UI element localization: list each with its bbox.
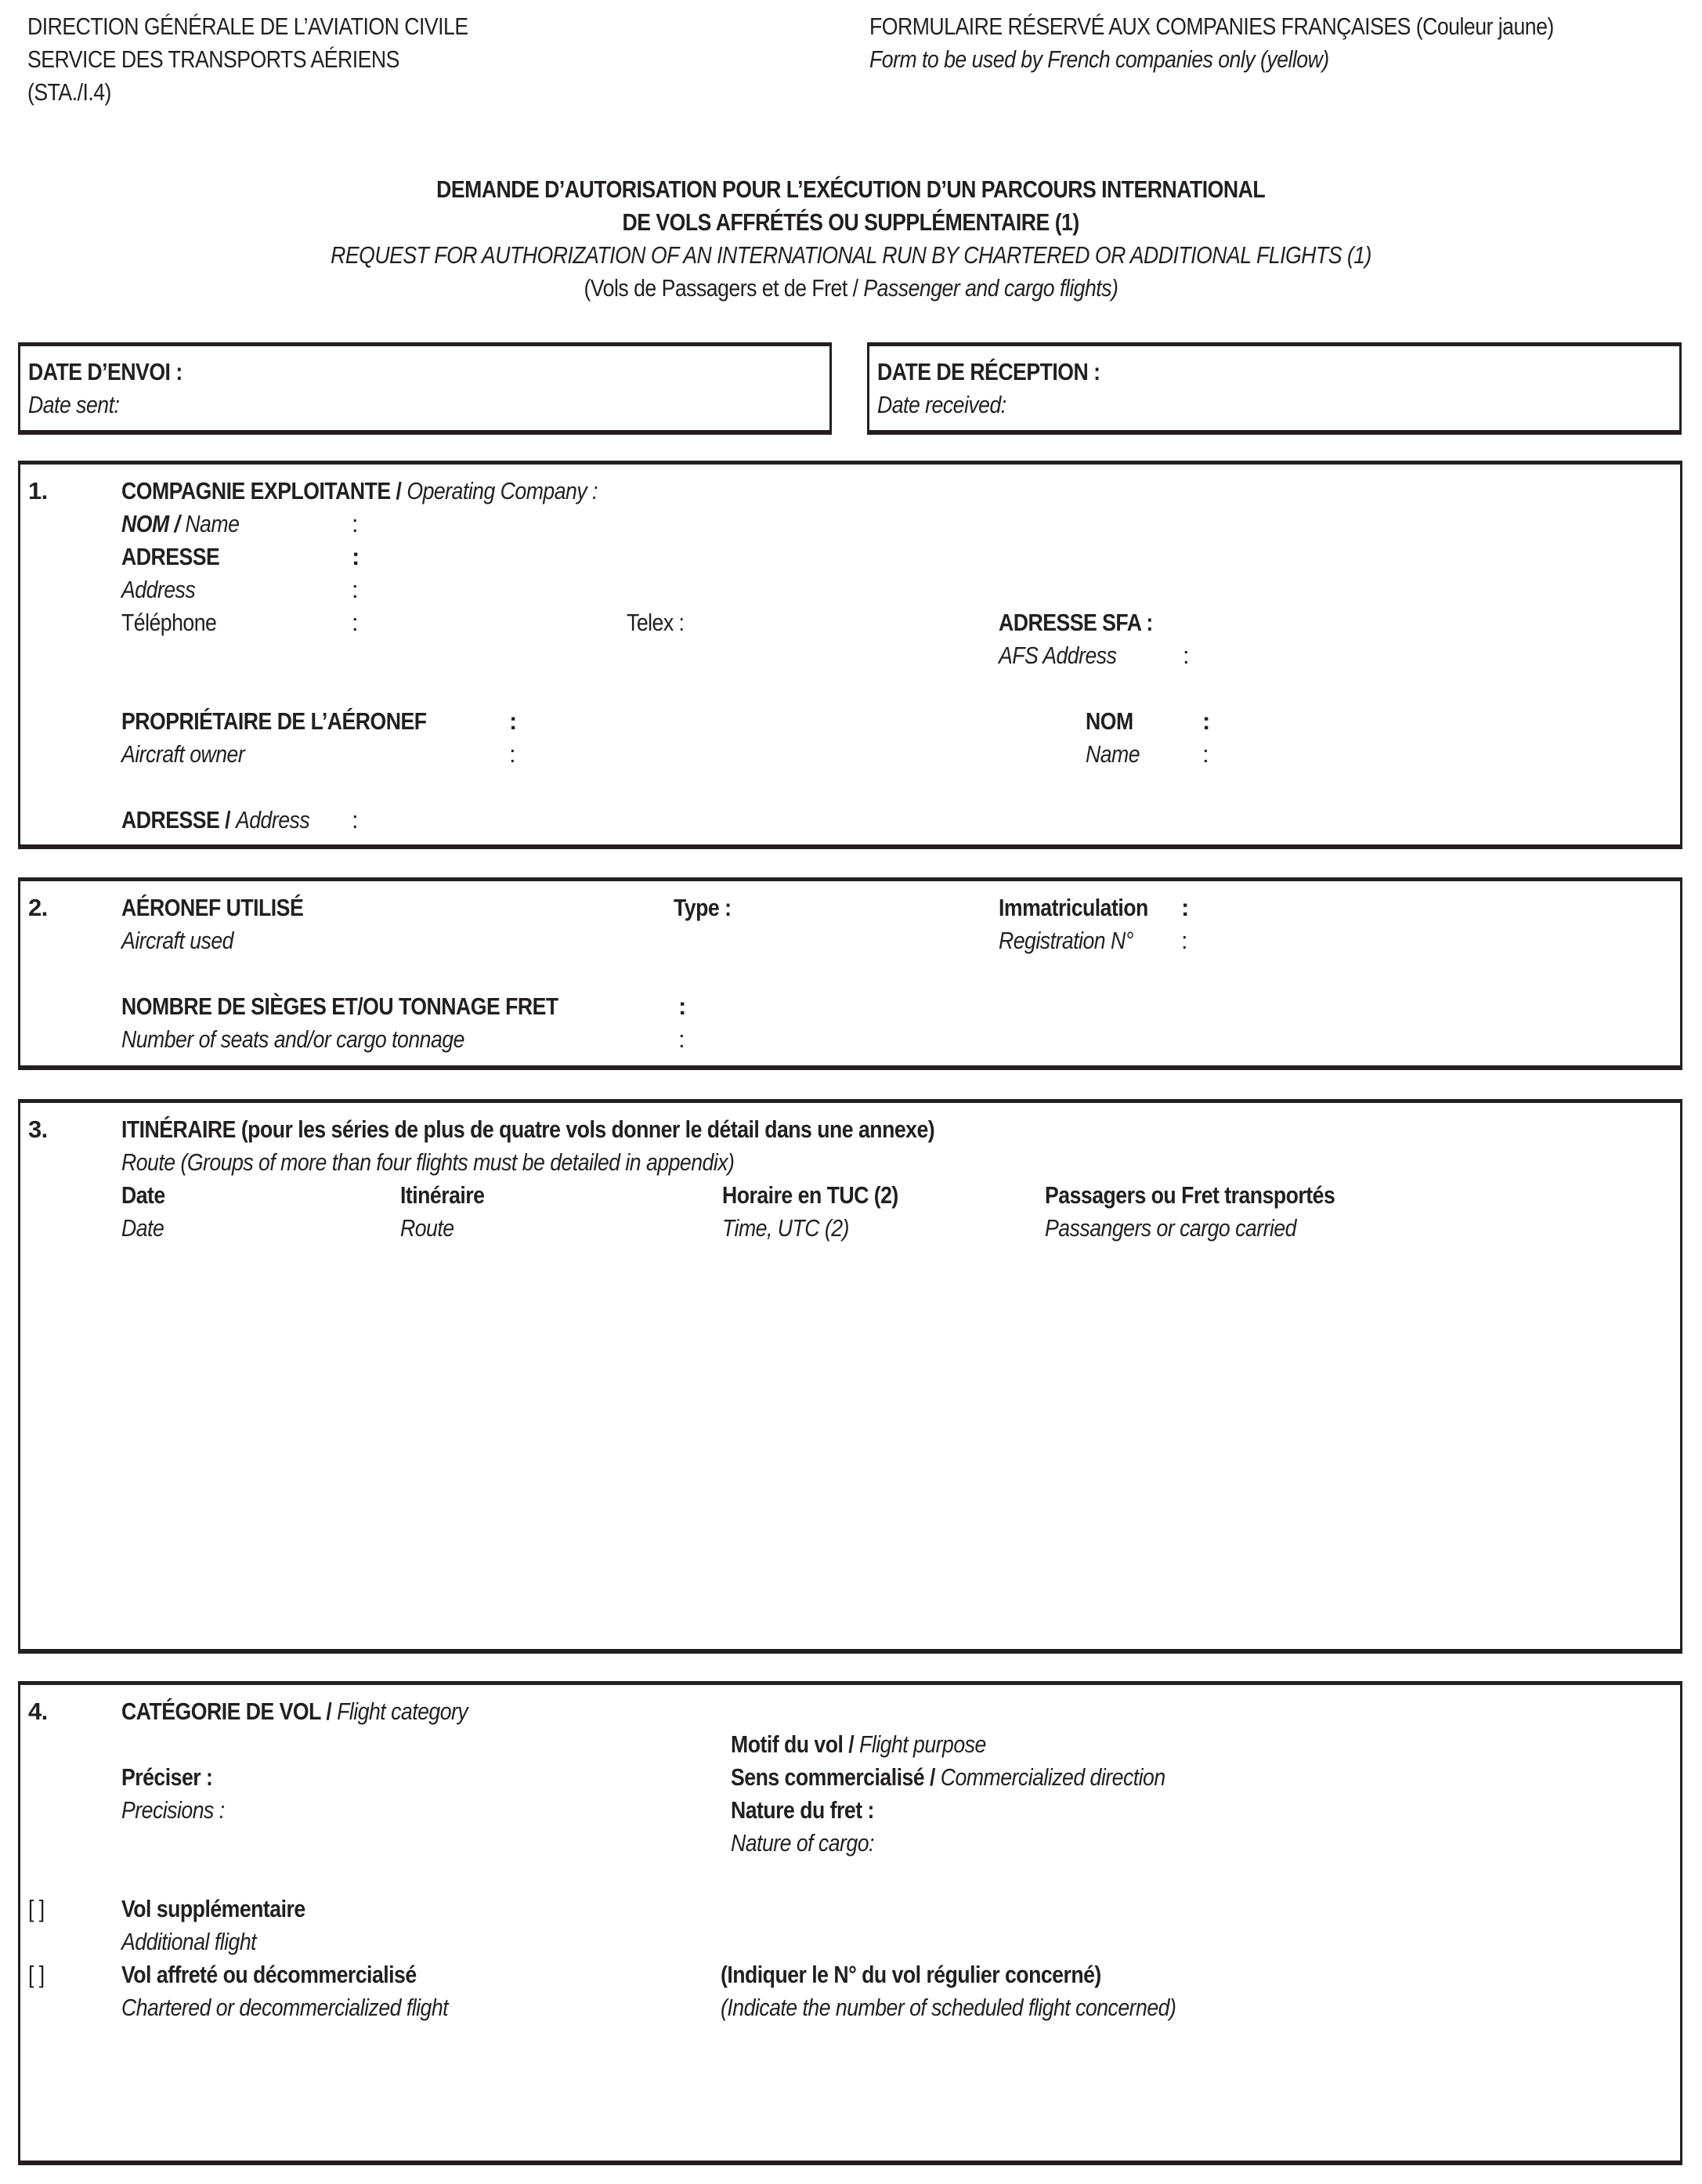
aircraft-type-field[interactable] [749, 894, 976, 922]
precisions-field[interactable] [255, 1763, 710, 1824]
flight-purpose-label: Motif du vol / Flight purpose [731, 1730, 986, 1758]
chartered-flight-label-en: Chartered or decommercialized flight [121, 1994, 449, 2021]
colon: : [1202, 707, 1210, 735]
colon: : [352, 510, 359, 537]
colon: : [678, 993, 686, 1020]
telex-label: Telex : [627, 609, 685, 636]
telephone-label: Téléphone [121, 609, 217, 636]
date-sent-box[interactable] [18, 342, 832, 435]
form-title-fr-line2: DE VOLS AFFRÉTÉS OU SUPPLÉMENTAIRE (1) [622, 208, 1080, 236]
date-received-label: DATE DE RÉCEPTION : [877, 358, 1100, 385]
section-number: 3. [28, 1116, 48, 1143]
section-number: 4. [28, 1698, 48, 1725]
form-restriction-en: Form to be used by French companies only (yellow) [869, 45, 1329, 73]
route-entries-area[interactable] [107, 1252, 1665, 1636]
column-header-passengers-en: Passangers or cargo carried [1045, 1214, 1296, 1242]
seats-tonnage-label-en: Number of seats and/or cargo tonnage [121, 1025, 464, 1053]
additional-flight-label: Vol supplémentaire [121, 1895, 305, 1922]
company-address-field[interactable] [369, 543, 1622, 604]
subtitle-en: Passenger and cargo flights) [863, 274, 1118, 302]
telex-field[interactable] [710, 609, 976, 637]
cargo-nature-label: Nature du fret : [731, 1796, 874, 1824]
route-title-en: Route (Groups of more than four flights must be detailed in appendix) [121, 1148, 735, 1176]
column-header-time: Horaire en TUC (2) [722, 1181, 898, 1209]
column-header-date-en: Date [121, 1214, 164, 1242]
colon: : [1202, 740, 1209, 768]
flight-category-title: CATÉGORIE DE VOL / Flight category [121, 1698, 468, 1725]
agency-name: DIRECTION GÉNÉRALE DE L’AVIATION CIVILE [27, 13, 468, 40]
colon: : [352, 543, 360, 570]
scheduled-flight-number-label: (Indiquer le N° du vol régulier concerné) [721, 1961, 1101, 1988]
section-flight-category [18, 1681, 1682, 2165]
date-sent-label-en: Date sent: [28, 391, 120, 418]
owner-name-field[interactable] [1219, 707, 1665, 768]
section-title: COMPAGNIE EXPLOITANTE / Operating Company : [121, 477, 598, 504]
colon: : [678, 1025, 685, 1053]
precisions-label-en: Precisions : [121, 1796, 225, 1824]
scheduled-flight-number-field[interactable] [721, 2030, 1660, 2147]
service-code: (STA./I.4) [27, 78, 111, 106]
precisions-label: Préciser : [121, 1763, 213, 1791]
aircraft-owner-label: PROPRIÉTAIRE DE L’AÉRONEF [121, 707, 427, 735]
column-header-route: Itinéraire [400, 1181, 485, 1209]
form-restriction-fr: FORMULAIRE RÉSERVÉ AUX COMPANIES FRANÇAISES (Couleur jaune) [869, 13, 1554, 40]
chartered-flight-checkbox[interactable]: [ ] [28, 1961, 45, 1988]
owner-address-field[interactable] [369, 806, 1661, 834]
registration-field[interactable] [1199, 894, 1661, 955]
aircraft-type-label: Type : [674, 894, 732, 921]
aircraft-owner-label-en: Aircraft owner [121, 740, 245, 768]
scheduled-flight-number-label-en: (Indicate the number of scheduled flight concerned) [721, 1994, 1176, 2021]
cargo-nature-field[interactable] [937, 1796, 1665, 1857]
aircraft-owner-field[interactable] [526, 707, 1074, 768]
section-number: 1. [28, 477, 48, 504]
colon: : [352, 576, 359, 603]
afs-address-field[interactable] [1203, 609, 1665, 670]
chartered-flight-label: Vol affreté ou décommercialisé [121, 1961, 417, 1988]
owner-name-label-en: Name [1086, 740, 1140, 768]
section-aircraft-used [18, 877, 1682, 1070]
owner-address-label: ADRESSE / Address [121, 806, 310, 833]
date-received-box[interactable] [867, 342, 1682, 435]
column-header-route-en: Route [400, 1214, 454, 1242]
column-header-date: Date [121, 1181, 165, 1209]
section-number: 2. [28, 894, 48, 921]
company-name-label: NOM / Name [121, 510, 240, 537]
aircraft-used-label: AÉRONEF UTILISÉ [121, 894, 304, 921]
company-address-label-en: Address [121, 576, 196, 603]
section-operating-company [18, 461, 1682, 849]
afs-address-label-en: AFS Address [999, 642, 1117, 669]
additional-flight-checkbox[interactable]: [ ] [28, 1895, 45, 1922]
form-title-en: REQUEST FOR AUTHORIZATION OF AN INTERNATIONAL RUN BY CHARTERED OR ADDITIONAL FLIGHTS (1) [331, 241, 1371, 269]
registration-label: Immatriculation [999, 894, 1148, 921]
telephone-field[interactable] [369, 609, 627, 637]
cargo-nature-label-en: Nature of cargo: [731, 1829, 874, 1857]
registration-label-en: Registration N° [999, 927, 1133, 954]
section-route [18, 1099, 1682, 1654]
company-name-field[interactable] [369, 510, 1622, 538]
subtitle-fr: (Vols de Passagers et de Fret / [584, 274, 864, 302]
colon: : [1183, 642, 1190, 669]
colon: : [352, 609, 359, 636]
afs-address-label: ADRESSE SFA : [999, 609, 1153, 636]
column-header-time-en: Time, UTC (2) [722, 1214, 849, 1242]
form-subtitle [0, 274, 1702, 302]
date-sent-label: DATE D’ENVOI : [28, 358, 182, 385]
colon: : [509, 740, 516, 768]
aircraft-used-label-en: Aircraft used [121, 927, 233, 954]
colon: : [1181, 894, 1189, 921]
service-name: SERVICE DES TRANSPORTS AÉRIENS [27, 45, 399, 73]
seats-tonnage-field[interactable] [696, 993, 1659, 1054]
owner-name-label: NOM [1086, 707, 1133, 735]
additional-flight-label-en: Additional flight [121, 1928, 257, 1955]
colon: : [509, 707, 517, 735]
company-address-label: ADRESSE [121, 543, 220, 570]
date-received-label-en: Date received: [877, 391, 1006, 418]
seats-tonnage-label: NOMBRE DE SIÈGES ET/OU TONNAGE FRET [121, 993, 558, 1020]
colon: : [1181, 927, 1188, 954]
form-title-fr-line1: DEMANDE D’AUTORISATION POUR L’EXÉCUTION D’UN PARCOURS INTERNATIONAL [436, 175, 1266, 203]
route-title: ITINÉRAIRE (pour les séries de plus de quatre vols donner le détail dans une annexe) [121, 1116, 935, 1143]
column-header-passengers: Passagers ou Fret transportés [1045, 1181, 1335, 1209]
colon: : [352, 806, 359, 833]
commercialized-direction-label: Sens commercialisé / Commercialized direction [731, 1763, 1165, 1791]
